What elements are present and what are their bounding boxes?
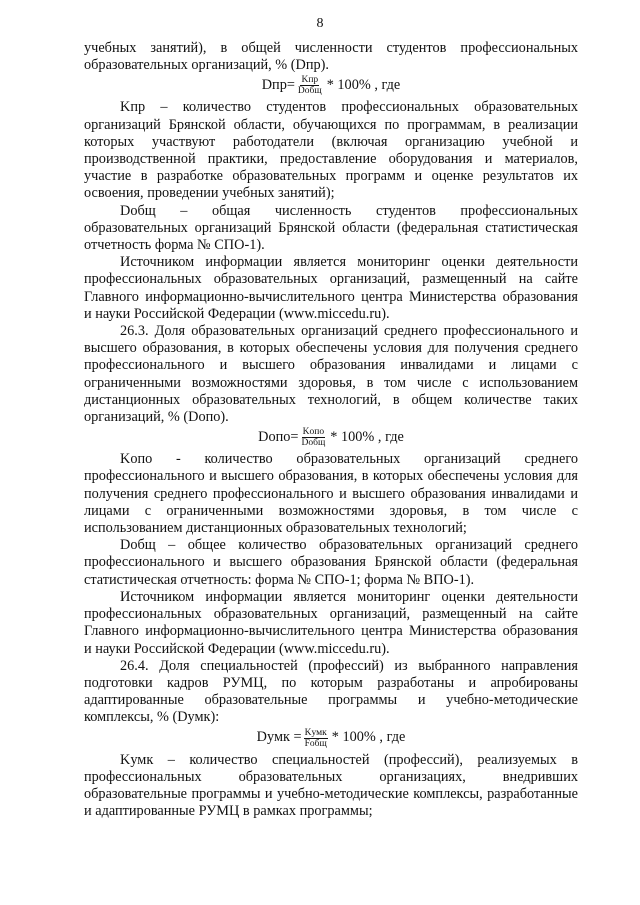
paragraph: Источником информации является мониторинг оценки деятельности профессиональных образовательных организаций, размещенный на сайте Главного информационно-вычислительного центра Министерства образования и науки Российской Федерации (www.miccedu.ru). [84,254,578,322]
paragraph: Dобщ – общее количество образовательных организаций среднего профессионального и высшего образования Брянской области (федеральная статистическая отчетность: форма № СПО-1; форма № ВПО-1). [84,537,578,588]
formula [84,427,578,448]
formula-lhs: Dопо= [258,429,299,446]
formula-rest: * 100% , где [326,77,401,94]
document-body [84,40,578,820]
paragraph: 26.4. Доля специальностей (профессий) из выбранного направления подготовки кадров РУМЦ, по которым разработаны и апробированы адаптированные образовательные программы и учебно-методические комплексы, % (Dумк): [84,657,578,726]
paragraph: Kумк – количество специальностей (профессий), реализуемых в профессиональных образовательных организациях, внедривших образовательные программы и учебно-методические комплексы, разработанные и адаптированные РУМЦ в рамках программы; [84,751,578,820]
paragraph: Dобщ – общая численность студентов профессиональных образовательных организаций Брянской области (федеральная статистическая отчетность форма № СПО-1). [84,202,578,254]
fraction-numerator: Kпр [301,75,319,86]
paragraph: Источником информации является мониторинг оценки деятельности профессиональных образовательных организаций, размещенный на сайте Главного информационно-вычислительного центра Министерства образования и науки Российской Федерации (www.miccedu.ru). [84,588,578,657]
fraction-denominator: Dобщ [301,438,326,449]
formula-fraction [297,75,323,96]
fraction-numerator: Kопо [302,427,325,438]
fraction-denominator: Fобщ [304,738,327,749]
fraction-denominator: Dобщ [297,86,322,97]
page-number: 8 [316,16,324,31]
paragraph: Kопо - количество образовательных организаций среднего профессионального и высшего образования, в которых обеспечены условия для получения среднего профессионального и высшего образования инвалидами и лицами с ограниченными возможностями здоровья, в том числе с использованием дистанционных образовательных технологий; [84,451,578,537]
formula-fraction [301,427,327,448]
paragraph: учебных занятий), в общей численности студентов профессиональных образовательных организаций, % (Dпр). [84,40,578,74]
formula [84,728,578,749]
formula-fraction [304,728,328,749]
formula-rest: * 100% , где [330,429,404,446]
paragraph: Kпр – количество студентов профессиональных образовательных организаций Брянской области, обучающихся по программам, в реализации которых участвуют работодатели (включая организацию учебной и производственной практики, предоставление оборудования и материалов, участие в разработке образовательных программ и оценке результатов их освоения, проведении учебных занятий); [84,99,578,202]
formula-lhs: Dумк = [256,729,302,746]
paragraph: 26.3. Доля образовательных организаций среднего профессионального и высшего образования, в которых обеспечены условия для получения среднего профессионального и высшего образования инвалидами и лицами с ограниченными возможностями здоровья, в том числе с использованием дистанционных образовательных технологий, в общем количестве таких организаций, % (Dопо). [84,323,578,426]
formula-rest: * 100% , где [331,729,406,746]
fraction-numerator: Kумк [304,727,327,738]
formula [84,75,578,96]
formula-lhs: Dпр= [261,77,295,94]
